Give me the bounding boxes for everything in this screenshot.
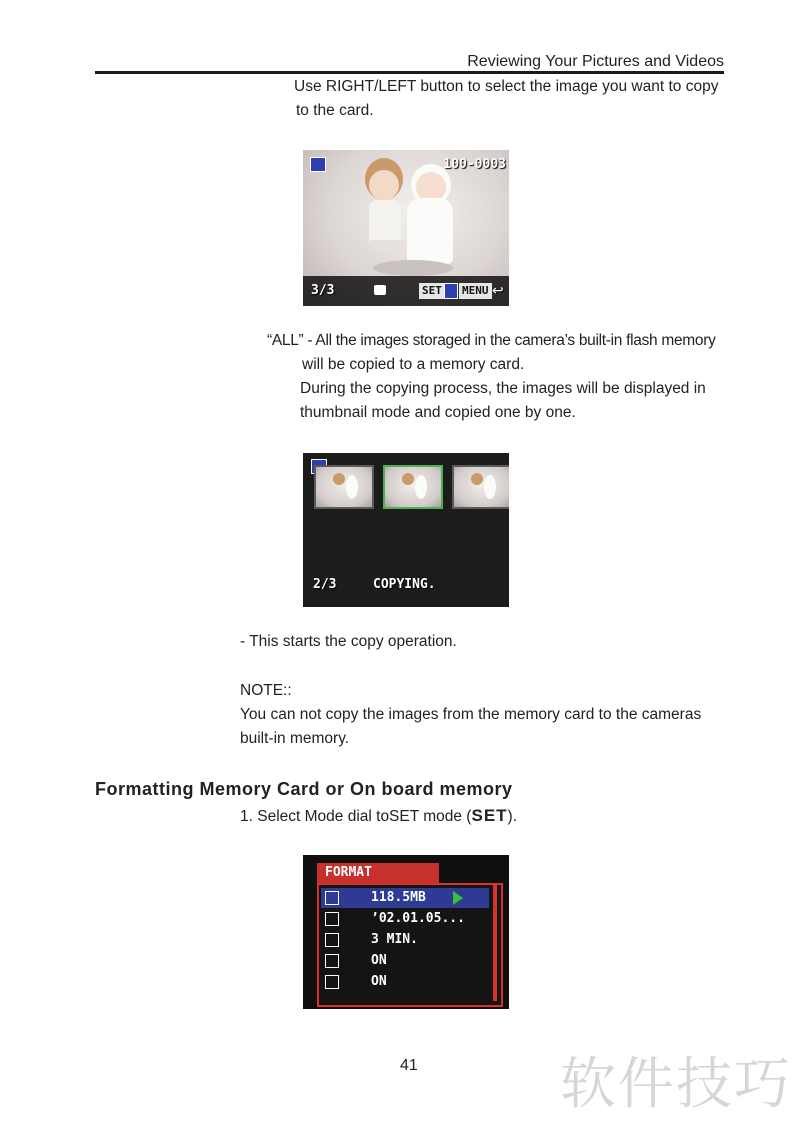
copy-mode-icon (310, 157, 326, 172)
menu-row-value: ON (371, 974, 387, 989)
thumbnail-2-selected (383, 465, 443, 509)
return-icon: ↩ (492, 282, 504, 298)
play-arrow-icon (453, 891, 463, 905)
menu-row-date (321, 909, 489, 929)
thumbnail-3 (452, 465, 509, 509)
menu-row-value: 118.5MB (371, 890, 426, 905)
menu-button-label: MENU (459, 283, 492, 299)
menu-scrollbar (493, 885, 497, 1001)
image-counter: 3/3 (311, 283, 335, 298)
display-icon (325, 975, 339, 989)
intro-line-2: to the card. (296, 102, 374, 119)
image-counter: 2/3 (313, 577, 337, 592)
page-header-title: Reviewing Your Pictures and Videos (467, 53, 724, 70)
camera-icon (374, 285, 386, 295)
all-option-line-4: thumbnail mode and copied one by one. (300, 404, 576, 421)
camera-screen-format-menu (303, 855, 509, 1009)
thumbnail-1 (314, 465, 374, 509)
camera-screen-single-image (303, 150, 509, 306)
intro-line-1: Use RIGHT/LEFT button to select the image you want to copy (294, 78, 719, 95)
watermark: 软件技巧 (560, 1052, 792, 1117)
all-option-line-2: will be copied to a memory card. (302, 356, 525, 373)
menu-row-sleep (321, 930, 489, 950)
all-option-line-1: “ALL” - All the images storaged in the camera’s built-in flash memory (267, 332, 716, 349)
menu-row-value: 3 MIN. (371, 932, 418, 947)
page-number: 41 (400, 1057, 418, 1074)
set-mode-icon: SET (471, 806, 508, 825)
menu-row-display (321, 972, 489, 992)
step-1 (240, 804, 517, 829)
osd-bottom-bar (303, 276, 509, 306)
camera-screen-thumbnails (303, 453, 509, 607)
clock-icon (325, 912, 339, 926)
menu-title: FORMAT (317, 863, 439, 883)
step-1-suffix: ). (507, 808, 518, 825)
all-option-line-3: During the copying process, the images will be displayed in (300, 380, 706, 397)
section-title: Formatting Memory Card or On board memory (95, 779, 513, 799)
set-button-label: SET (419, 283, 445, 299)
menu-row-sound (321, 951, 489, 971)
copy-operation-note: - This starts the copy operation. (240, 633, 457, 650)
header-rule (95, 71, 724, 74)
copying-status: COPYING. (373, 577, 436, 592)
menu-row-value: ON (371, 953, 387, 968)
copy-mode-small-icon (444, 283, 458, 299)
file-number: 100-0003 (443, 157, 506, 172)
speaker-icon (325, 954, 339, 968)
menu-row-value: ’02.01.05... (371, 911, 465, 926)
note-line-2: built-in memory. (240, 730, 350, 747)
format-icon (325, 891, 339, 905)
step-1-text: 1. Select Mode dial toSET mode ( (240, 808, 472, 825)
note-label: NOTE:: (240, 682, 292, 699)
menu-row-format (321, 888, 489, 908)
note-line-1: You can not copy the images from the memory card to the cameras (240, 706, 702, 723)
sleep-icon (325, 933, 339, 947)
